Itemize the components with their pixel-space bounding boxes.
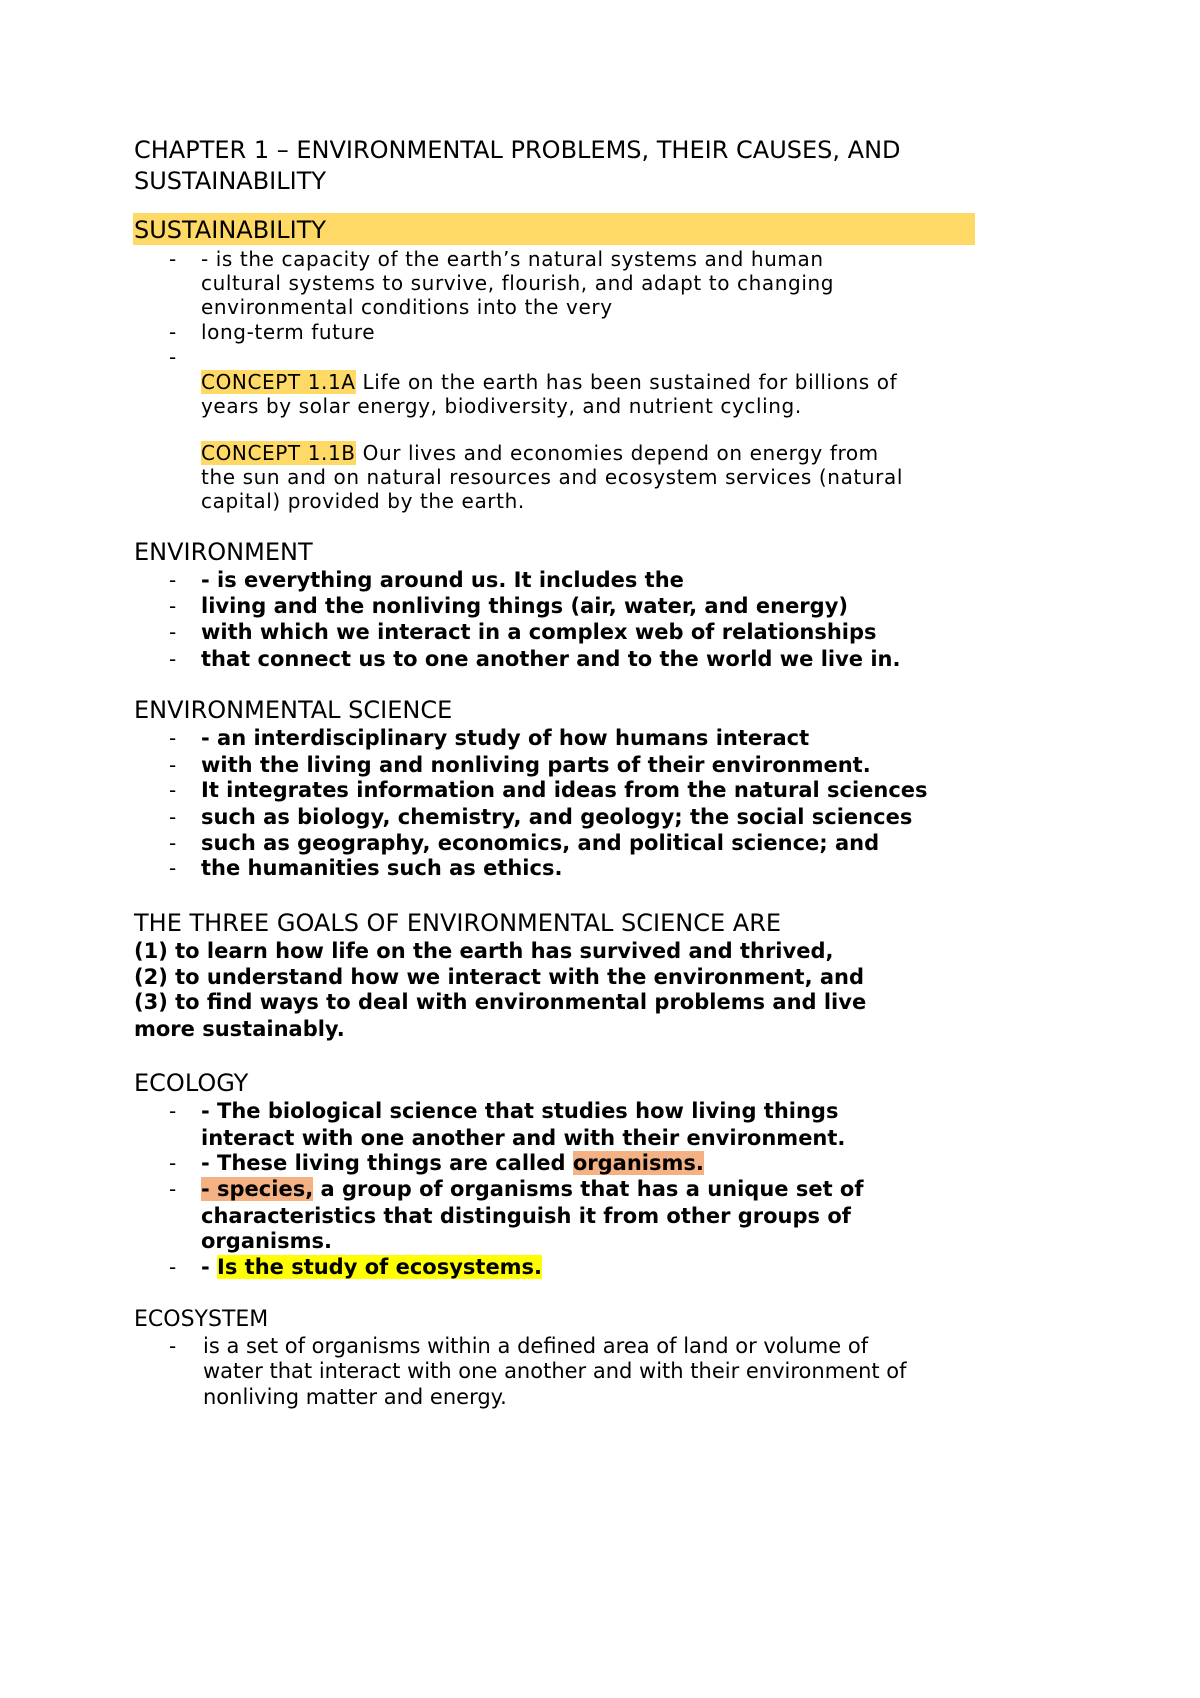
highlight-ecosystems: Is the study of ecosystems.: [217, 1255, 543, 1279]
text-line: - is the capacity of the earth’s natural systems and human: [201, 247, 824, 271]
chapter-title-cont: SUSTAINABILITY: [134, 167, 327, 195]
text-line: years by solar energy, biodiversity, and nutrient cycling.: [201, 394, 802, 418]
text-line: It integrates information and ideas from the natural sciences: [201, 778, 928, 802]
text-line: cultural systems to survive, flourish, and adapt to changing: [201, 271, 835, 295]
goal-3: (3) to find ways to deal with environmental problems and live: [134, 990, 867, 1014]
text-line: with which we interact in a complex web of relationships: [201, 620, 877, 644]
heading-environment: ENVIRONMENT: [134, 538, 313, 566]
bullet: -: [169, 726, 177, 750]
text-line: is a set of organisms within a defined area of land or volume of: [203, 1334, 869, 1358]
text-line: - Is the study of ecosystems.: [201, 1255, 543, 1279]
highlight-species: - species,: [201, 1177, 314, 1201]
heading-three-goals: THE THREE GOALS OF ENVIRONMENTAL SCIENCE ARE: [134, 909, 782, 937]
text-line: - an interdisciplinary study of how humans interact: [201, 726, 810, 750]
text-line: such as biology, chemistry, and geology; the social sciences: [201, 805, 913, 829]
heading-ecology: ECOLOGY: [134, 1069, 249, 1097]
bullet: -: [169, 753, 177, 777]
bullet: -: [169, 778, 177, 802]
concept-1-1a: CONCEPT 1.1A Life on the earth has been sustained for billions of: [201, 370, 898, 394]
bullet: -: [169, 1334, 177, 1358]
bullet: -: [169, 320, 177, 344]
text-line: - These living things are called organisms.: [201, 1151, 704, 1175]
bullet: -: [169, 1099, 177, 1123]
text-line: characteristics that distinguish it from other groups of: [201, 1204, 851, 1228]
bullet: -: [169, 247, 177, 271]
text-line: the humanities such as ethics.: [201, 856, 563, 880]
bullet: -: [169, 594, 177, 618]
concept-label: CONCEPT 1.1A: [201, 370, 356, 394]
text-line: - species, a group of organisms that has a unique set of: [201, 1177, 864, 1201]
bullet: -: [169, 568, 177, 592]
text-line: environmental conditions into the very: [201, 295, 613, 319]
bullet: -: [169, 1177, 177, 1201]
bullet: -: [169, 647, 177, 671]
text-line: capital) provided by the earth.: [201, 489, 525, 513]
text-line: - is everything around us. It includes the: [201, 568, 684, 592]
goal-2: (2) to understand how we interact with the environment, and: [134, 965, 865, 989]
heading-ecosystem: ECOSYSTEM: [134, 1307, 269, 1332]
text-line: nonliving matter and energy.: [203, 1385, 507, 1409]
bullet: -: [169, 805, 177, 829]
goal-1: (1) to learn how life on the earth has survived and thrived,: [134, 939, 834, 963]
bullet: -: [169, 831, 177, 855]
heading-sustainability: SUSTAINABILITY: [134, 216, 327, 244]
text-line: with the living and nonliving parts of their environment.: [201, 753, 871, 777]
bullet: -: [169, 345, 177, 369]
text-line: the sun and on natural resources and ecosystem services (natural: [201, 465, 903, 489]
goal-3-cont: more sustainably.: [134, 1017, 345, 1041]
highlight-organisms: organisms.: [572, 1151, 704, 1175]
chapter-title: CHAPTER 1 – ENVIRONMENTAL PROBLEMS, THEIR CAUSES, AND: [134, 136, 901, 164]
bullet: -: [169, 620, 177, 644]
concept-1-1b: CONCEPT 1.1B Our lives and economies depend on energy from: [201, 441, 879, 465]
heading-environmental-science: ENVIRONMENTAL SCIENCE: [134, 696, 453, 724]
bullet: -: [169, 856, 177, 880]
text-line: water that interact with one another and with their environment of: [203, 1359, 907, 1383]
text-line: interact with one another and with their environment.: [201, 1126, 846, 1150]
text-line: that connect us to one another and to the world we live in.: [201, 647, 901, 671]
concept-label: CONCEPT 1.1B: [201, 441, 356, 465]
text-line: living and the nonliving things (air, water, and energy): [201, 594, 848, 618]
text-line: long-term future: [201, 320, 376, 344]
text-line: - The biological science that studies how living things: [201, 1099, 839, 1123]
text-line: such as geography, economics, and political science; and: [201, 831, 880, 855]
bullet: -: [169, 1151, 177, 1175]
bullet: -: [169, 1255, 177, 1279]
text-line: organisms.: [201, 1229, 332, 1253]
